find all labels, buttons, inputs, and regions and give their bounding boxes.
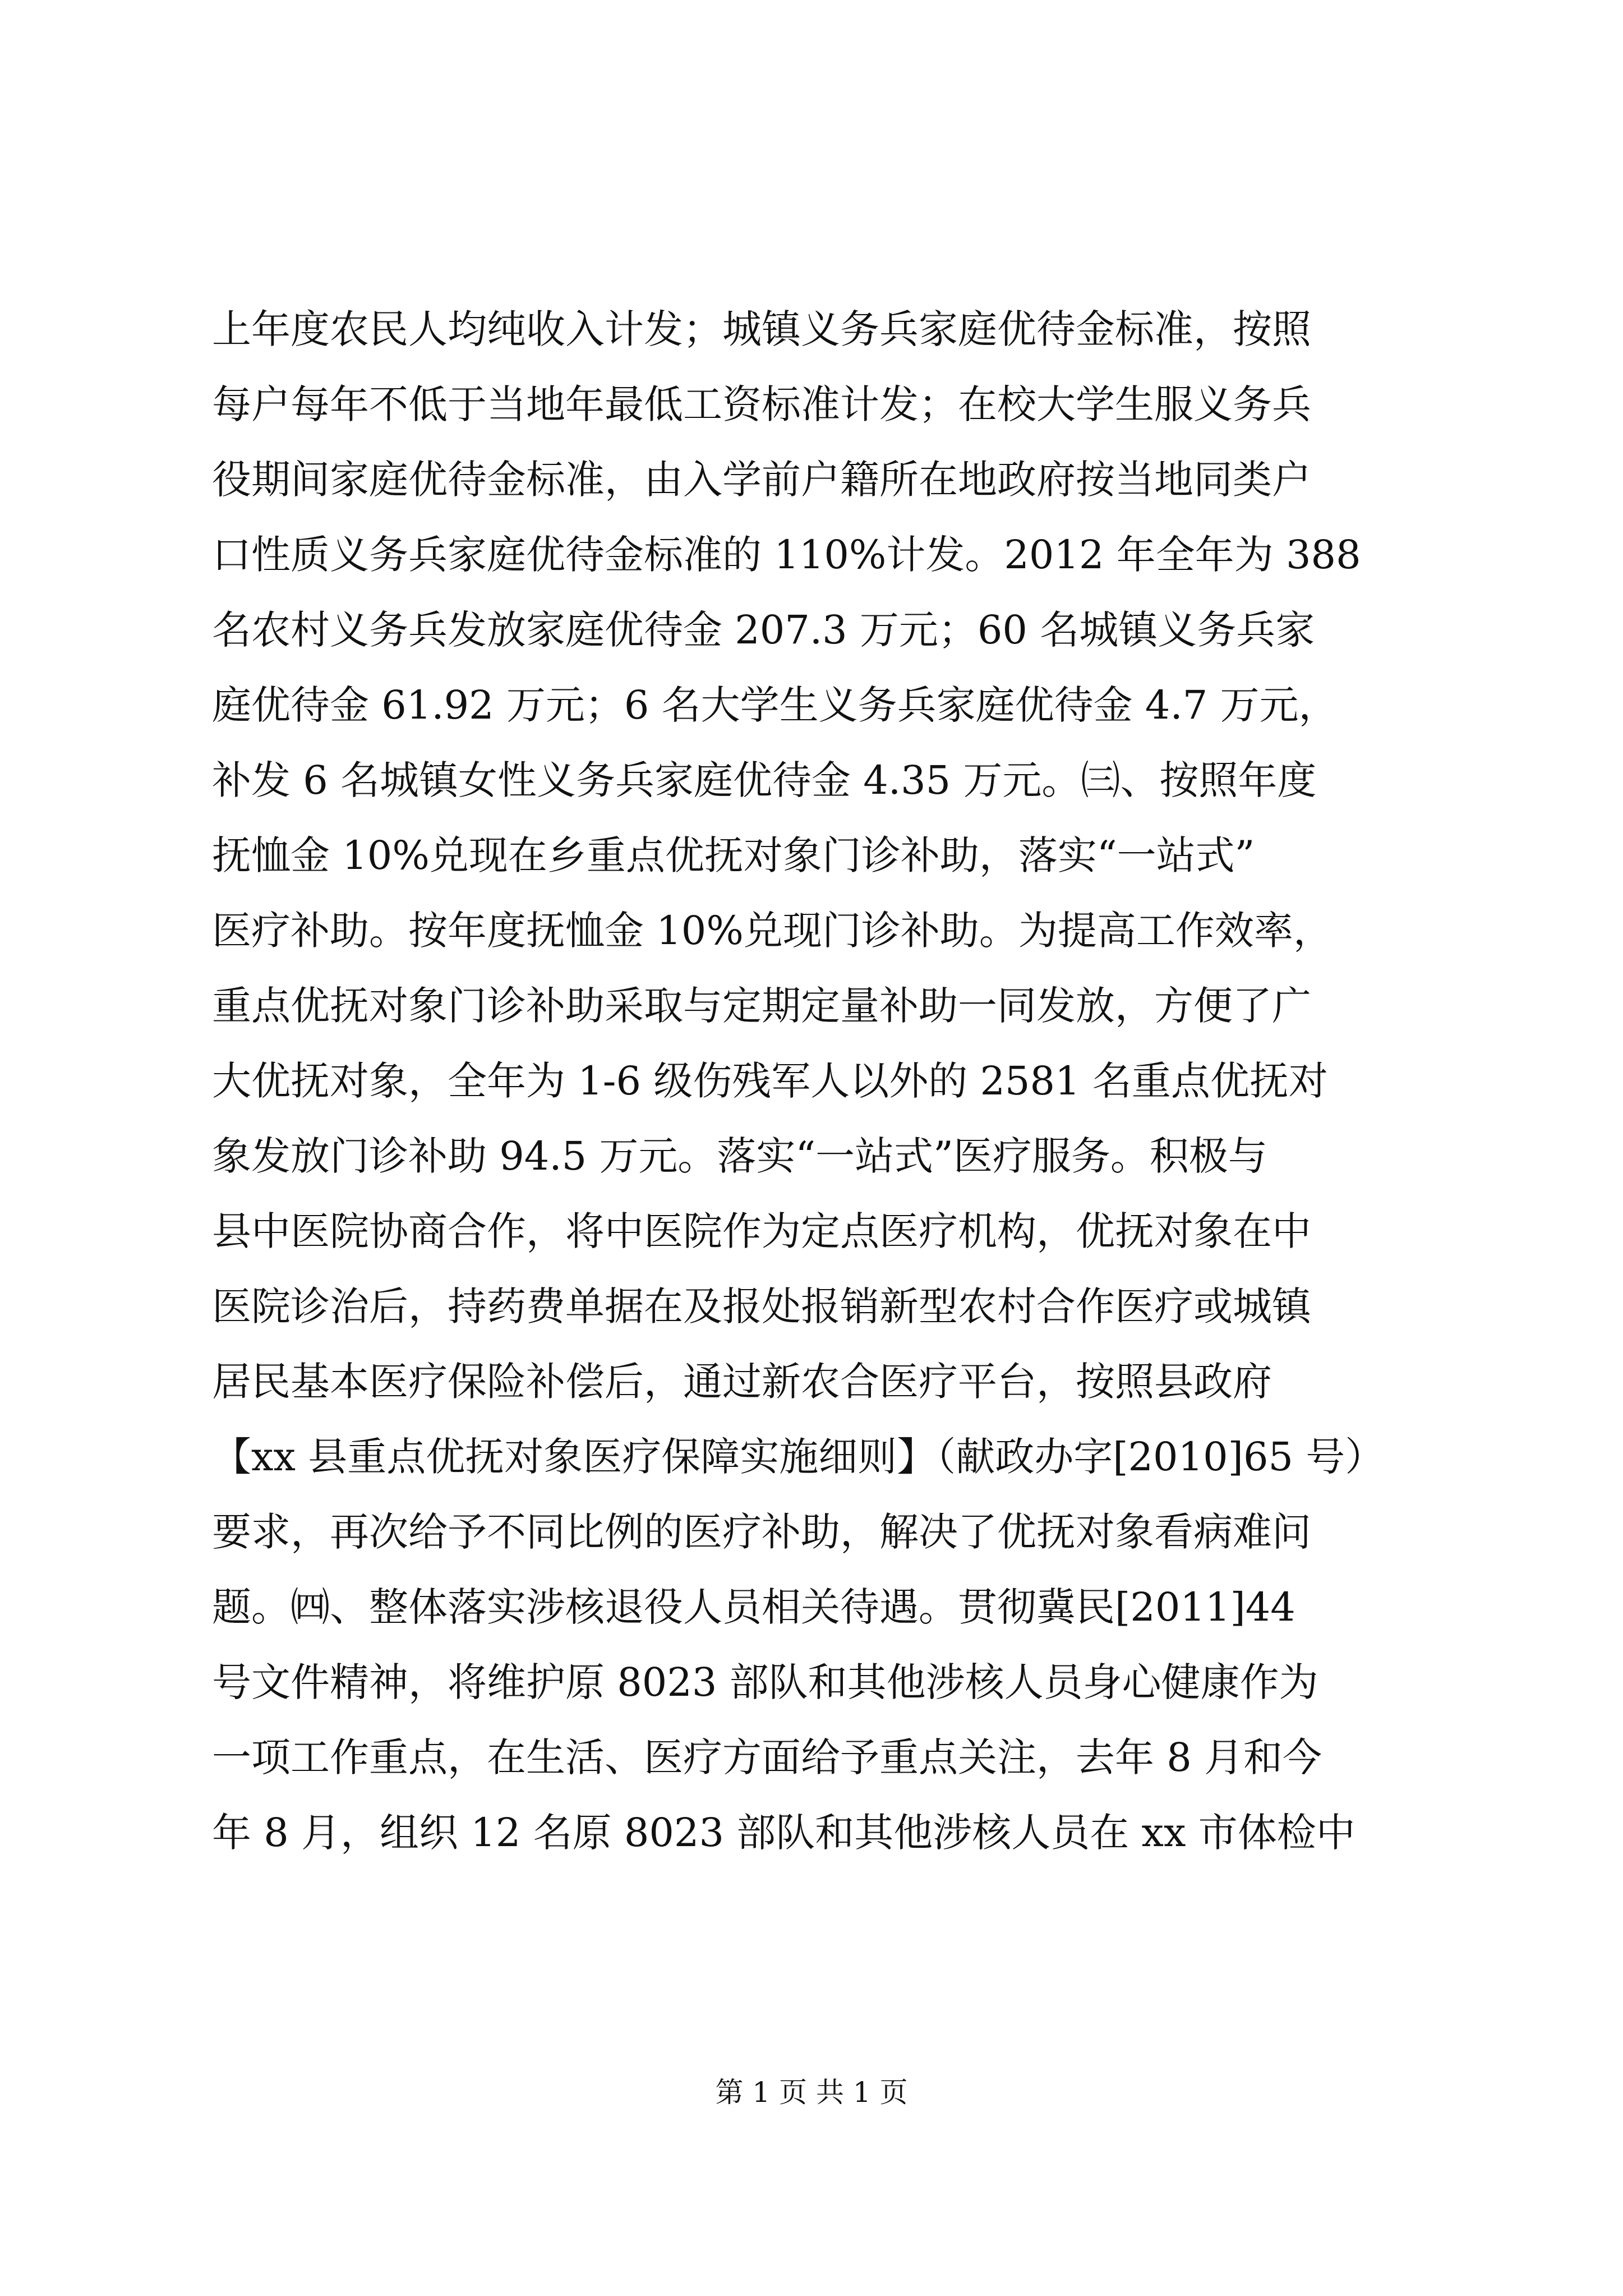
text-line: 役期间家庭优待金标准，由入学前户籍所在地政府按当地同类户 <box>212 457 1311 503</box>
text-line: 庭优待金 61.92 万元；6 名大学生义务兵家庭优待金 4.7 万元， <box>212 682 1338 728</box>
text-line: 医院诊治后，持药费单据在及报处报销新型农村合作医疗或城镇 <box>212 1283 1311 1329</box>
text-line: 补发 6 名城镇女性义务兵家庭优待金 4.35 万元。㈢、按照年度 <box>212 757 1317 803</box>
text-line: 医疗补助。按年度抚恤金 10%兑现门诊补助。为提高工作效率， <box>212 908 1332 954</box>
text-line: 抚恤金 10%兑现在乡重点优抚对象门诊补助，落实“一站式” <box>212 832 1255 878</box>
text-line: 上年度农民人均纯收入计发；城镇义务兵家庭优待金标准，按照 <box>212 306 1311 352</box>
text-line: 号文件精神，将维护原 8023 部队和其他涉核人员身心健康作为 <box>212 1659 1318 1705</box>
text-line: 每户每年不低于当地年最低工资标准计发；在校大学生服义务兵 <box>212 381 1311 427</box>
body-text <box>212 292 1446 1870</box>
text-line: 一项工作重点，在生活、医疗方面给予重点关注，去年 8 月和今 <box>212 1734 1322 1780</box>
text-line: 名农村义务兵发放家庭优待金 207.3 万元；60 名城镇义务兵家 <box>212 607 1315 653</box>
text-line: 重点优抚对象门诊补助采取与定期定量补助一同发放，方便了广 <box>212 983 1311 1029</box>
text-line: 居民基本医疗保险补偿后，通过新农合医疗平台，按照县政府 <box>212 1359 1272 1405</box>
text-line: 象发放门诊补助 94.5 万元。落实“一站式”医疗服务。积极与 <box>212 1133 1267 1179</box>
page-number-footer: 第 1 页 共 1 页 <box>715 2076 908 2109</box>
text-line: 题。㈣、整体落实涉核退役人员相关待遇。贯彻冀民[2011]44 <box>212 1584 1295 1630</box>
text-line: 【xx 县重点优抚对象医疗保障实施细则】（献政办字[2010]65 号） <box>212 1434 1385 1480</box>
text-line: 口性质义务兵家庭优待金标准的 110%计发。2012 年全年为 388 <box>212 532 1361 578</box>
text-line: 年 8 月，组织 12 名原 8023 部队和其他涉核人员在 xx 市体检中 <box>212 1810 1355 1856</box>
text-line: 县中医院协商合作，将中医院作为定点医疗机构，优抚对象在中 <box>212 1208 1311 1254</box>
text-line: 大优抚对象，全年为 1-6 级伤残军人以外的 2581 名重点优抚对 <box>212 1058 1328 1104</box>
text-line: 要求，再次给予不同比例的医疗补助，解决了优抚对象看病难问 <box>212 1509 1311 1555</box>
